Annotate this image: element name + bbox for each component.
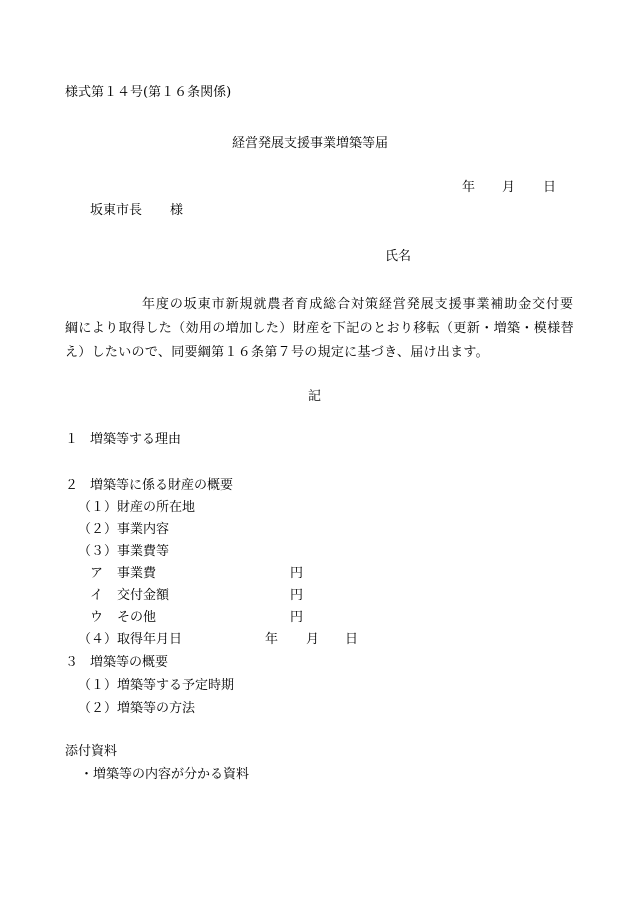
cost-item-2-kana: イ (90, 588, 104, 603)
section2-item-3-number: （３） (78, 544, 118, 559)
cost-item-1-unit: 円 (290, 566, 304, 581)
cost-item-3-kana: ウ (90, 610, 104, 625)
section3-item-2-label: 増築等の方法 (117, 701, 196, 716)
section2-item-2-label: 事業内容 (117, 522, 170, 537)
acquisition-month-label: 月 (306, 632, 320, 647)
cost-item-2-label: 交付金額 (117, 588, 170, 603)
addressee-name: 坂東市長 (90, 203, 143, 218)
section3-title: 増築等の概要 (90, 655, 169, 670)
section2-title: 増築等に係る財産の概要 (90, 478, 234, 493)
section2-item-1-label: 財産の所在地 (117, 500, 196, 515)
section1-number: １ (65, 432, 79, 447)
ki-heading: 記 (308, 389, 322, 404)
cost-item-3-label: その他 (117, 610, 157, 625)
section2-item-1-number: （１） (78, 500, 118, 515)
section3-item-1-number: （１） (78, 678, 118, 693)
document-title: 経営発展支援事業増築等届 (232, 136, 389, 151)
body-line-2: 綱により取得した（効用の増加した）財産を下記のとおり移転（更新・増築・模様替 (65, 321, 574, 336)
section2-item-3-label: 事業費等 (117, 544, 170, 559)
date-day-label: 日 (543, 180, 557, 195)
section3-item-1-label: 増築等する予定時期 (117, 678, 235, 693)
cost-item-1-label: 事業費 (117, 566, 157, 581)
cost-item-3-unit: 円 (290, 610, 304, 625)
acquisition-label: 取得年月日 (117, 632, 183, 647)
section3-item-2-number: （２） (78, 701, 118, 716)
cost-item-1-kana: ア (90, 566, 104, 581)
section2-number: ２ (65, 478, 79, 493)
date-year-label: 年 (462, 180, 476, 195)
acquisition-number: （４） (78, 632, 118, 647)
body-line-1: 年度の坂東市新規就農者育成総合対策経営発展支援事業補助金交付要 (142, 297, 574, 312)
body-line-3: え）したいので、同要綱第１６条第７号の規定に基づき、届け出ます。 (65, 345, 489, 360)
section2-item-2-number: （２） (78, 522, 118, 537)
cost-item-2-unit: 円 (290, 588, 304, 603)
applicant-name-label: 氏名 (385, 249, 412, 264)
section1-title: 増築等する理由 (90, 432, 182, 447)
section3-number: ３ (65, 655, 79, 670)
attachments-title: 添付資料 (65, 744, 118, 759)
acquisition-year-label: 年 (265, 632, 279, 647)
attachment-item: ・増築等の内容が分かる資料 (80, 767, 250, 782)
form-number: 様式第１４号(第１６条関係) (65, 85, 232, 100)
addressee-honorific: 様 (170, 203, 184, 218)
acquisition-day-label: 日 (345, 632, 359, 647)
date-month-label: 月 (502, 180, 516, 195)
